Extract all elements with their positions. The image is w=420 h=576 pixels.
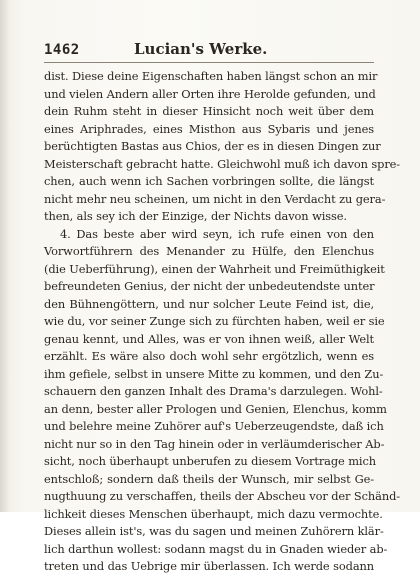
page-gutter-shadow — [0, 0, 10, 512]
text-line: (die Ueberführung), einen der Wahrheit und Freimüthigkeit — [44, 261, 385, 276]
text-line: Meisterschaft gebracht hatte. Gleichwohl muß ich davon spre- — [44, 156, 401, 171]
text-line: dein Ruhm steht in dieser Hinsicht noch weit über dem — [44, 104, 374, 118]
text-line: schauern den ganzen Inhalt des Drama's darzulegen. Wohl- — [44, 384, 383, 398]
text-line: berüchtigten Bastas aus Chios, der es in diesen Dingen zur — [44, 139, 381, 153]
text-line: Dieses allein ist's, was du sagen und meinen Zuhörern klär- — [44, 524, 384, 538]
text-line: und vielen Andern aller Orten ihre Herolde gefunden, und — [44, 86, 376, 101]
text-line: treten und das Uebrige mir überlassen. Ich werde sodann — [44, 559, 374, 573]
text-line: genau kennt, und Alles, was er von ihnen weiß, aller Welt — [44, 331, 374, 346]
page-header — [44, 40, 374, 62]
text-line: nugthuung zu verschaffen, theils der Abscheu vor der Schänd- — [44, 489, 401, 503]
text-line: entschloß; sondern daß theils der Wunsch, mir selbst Ge- — [44, 471, 374, 486]
text-line: den Bühnengöttern, und nur solcher Leute Feind ist, die, — [44, 296, 374, 311]
text-line: befreundeten Genius, der nicht der unbedeutendste unter — [44, 279, 375, 293]
text-line: chen, auch wenn ich Sachen vorbringen sollte, die längst — [44, 174, 374, 188]
header-rule — [44, 62, 374, 63]
text-line: lichkeit dieses Menschen überhaupt, mich dazu vermochte. — [44, 506, 383, 521]
text-line: sicht, noch überhaupt unberufen zu diesem Vortrage mich — [44, 454, 376, 468]
text-line: lich darthun wollest: sodann magst du in Gnaden wieder ab- — [44, 541, 388, 556]
text-line: und belehre meine Zuhörer auf's Ueberzeugendste, daß ich — [44, 419, 384, 433]
body-text — [44, 68, 401, 576]
text-line: nicht nur so in den Tag hinein oder in verläumderischer Ab- — [44, 436, 385, 451]
text-line: nicht mehr neu scheinen, um nicht in den Verdacht zu gera- — [44, 191, 386, 206]
paragraph-start-line: 4. Das beste aber wird seyn, ich rufe einen von den — [60, 226, 374, 241]
text-line: an denn, bester aller Prologen und Genien, Elenchus, komm — [44, 401, 387, 416]
text-line: Vorwortführern des Menander zu Hülfe, den Elenchus — [44, 244, 374, 258]
text-line: wie du, vor seiner Zunge sich zu fürchten haben, weil er sie — [44, 314, 385, 328]
page-number: 1462 — [44, 42, 80, 58]
text-line: then, als sey ich der Einzige, der Nichts davon wisse. — [44, 209, 347, 223]
text-line: erzählt. Es wäre also doch wohl sehr ergötzlich, wenn es — [44, 349, 374, 363]
text-line: eines Ariphrades, eines Misthon aus Sybaris und jenes — [44, 121, 374, 136]
running-title: Lucian's Werke. — [134, 40, 268, 58]
text-line: ihm gefiele, selbst in unsere Mitte zu kommen, und den Zu- — [44, 366, 384, 381]
text-line: dist. Diese deine Eigenschaften haben längst schon an mir — [44, 69, 378, 83]
